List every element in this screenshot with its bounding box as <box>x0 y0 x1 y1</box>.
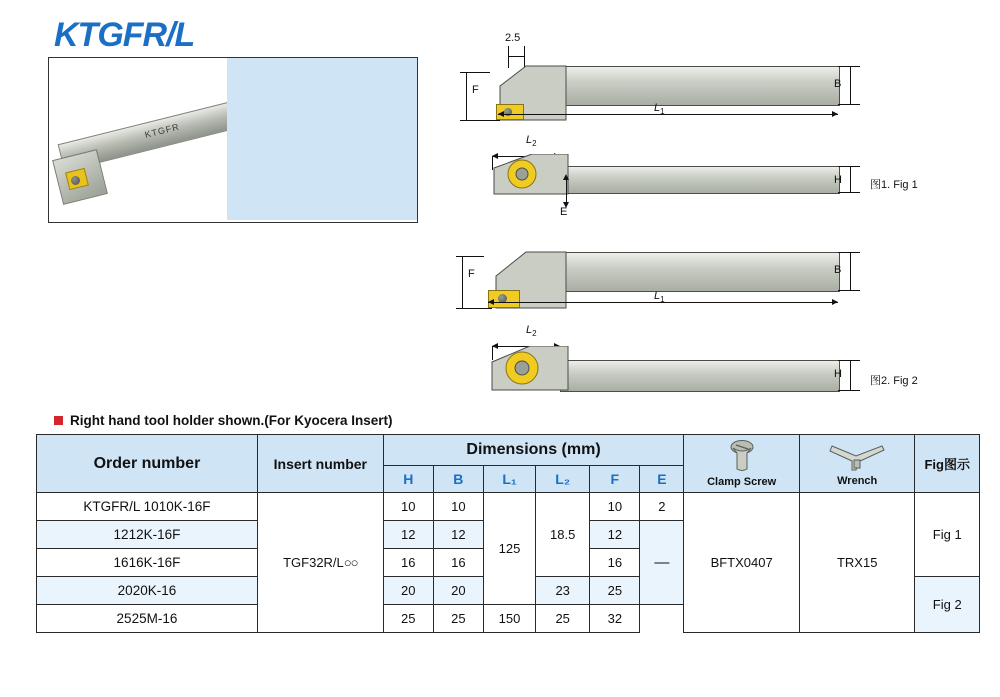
technical-drawings <box>430 16 990 420</box>
cell-fig-1: Fig 1 <box>915 493 980 577</box>
dim-line <box>460 120 500 121</box>
dim-line <box>838 390 860 391</box>
cell-order-number: 2020K-16 <box>37 577 258 605</box>
header-dim-L1: L₁ <box>483 466 535 493</box>
table-row <box>37 493 980 521</box>
cell-E: 2 <box>640 493 684 521</box>
cell-E: — <box>640 521 684 605</box>
insert-number-value: TGF32R/L <box>283 555 344 570</box>
dim-arrow <box>832 299 838 305</box>
photo-application-diagram <box>227 58 417 220</box>
dim-line <box>850 66 851 104</box>
cell-B: 12 <box>433 521 483 549</box>
header-dim-H: H <box>383 466 433 493</box>
dim-B-label-1: B <box>834 78 842 90</box>
cell-fig-2: Fig 2 <box>915 577 980 633</box>
dim-arrow <box>498 111 504 117</box>
tool-marking-label: KTGFR <box>143 121 181 140</box>
cell-F: 10 <box>590 493 640 521</box>
dim-line <box>838 166 860 167</box>
wrench-icon <box>826 440 888 472</box>
cell-order-number: 1616K-16F <box>37 549 258 577</box>
cell-F: 25 <box>590 577 640 605</box>
dim-line <box>460 72 490 73</box>
cell-H: 16 <box>383 549 433 577</box>
header-dim-F: F <box>590 466 640 493</box>
dim-L2-label-2: $L_2$ <box>526 324 537 339</box>
note-right-hand-tool <box>54 413 393 428</box>
header-wrench <box>799 435 915 493</box>
dim-L1-label-2: $L_1$ <box>654 290 665 305</box>
dim-line <box>838 104 860 105</box>
cell-F: 32 <box>590 605 640 633</box>
header-wrench-label: Wrench <box>837 475 878 487</box>
tool-clamp-screw-illustration <box>71 176 80 185</box>
cell-insert-number <box>257 493 383 633</box>
dim-arrow <box>563 174 569 180</box>
header-clamp-screw-label: Clamp Screw <box>707 476 777 488</box>
fig2-caption: 图2. Fig 2 <box>870 375 918 387</box>
dim-L1-label-1: $L_1$ <box>654 102 665 117</box>
dim-line <box>456 256 484 257</box>
dim-line <box>456 308 492 309</box>
fig1-caption: 图1. Fig 1 <box>870 179 918 191</box>
header-dimensions: Dimensions (mm) <box>383 435 684 466</box>
drawing3-shank <box>560 252 840 292</box>
cell-wrench: TRX15 <box>799 493 915 633</box>
note-bullet-icon <box>54 416 63 425</box>
page-title: KTGFR/L <box>54 16 195 54</box>
dim-line <box>838 252 860 253</box>
drawing2-shank <box>560 166 840 194</box>
header-fig: Fig图示 <box>915 435 980 493</box>
cell-B: 10 <box>433 493 483 521</box>
cell-H: 25 <box>383 605 433 633</box>
header-insert-number: Insert number <box>257 435 383 493</box>
drawing1-shank <box>560 66 840 106</box>
drawing4-shank <box>560 360 840 392</box>
cell-F: 12 <box>590 521 640 549</box>
dim-line <box>462 256 463 308</box>
cell-H: 20 <box>383 577 433 605</box>
dim-line <box>850 252 851 290</box>
drawing2-head <box>486 154 570 204</box>
screw-icon <box>720 439 764 473</box>
dim-line <box>466 72 467 120</box>
insert-number-suffix: ○○ <box>343 555 358 570</box>
cell-B: 25 <box>433 605 483 633</box>
specification-table <box>36 434 980 633</box>
dim-line-L1-1 <box>498 114 838 115</box>
dim-line <box>838 192 860 193</box>
header-dim-E: E <box>640 466 684 493</box>
dim-line <box>850 166 851 192</box>
header-order-number: Order number <box>37 435 258 493</box>
cell-L2: 18.5 <box>536 493 590 577</box>
photo-tool-holder <box>49 58 227 220</box>
dim-arrow <box>832 111 838 117</box>
dim-line <box>838 66 860 67</box>
cell-L2: 25 <box>536 605 590 633</box>
dim-line <box>850 360 851 390</box>
dim-line <box>838 360 860 361</box>
cell-F: 16 <box>590 549 640 577</box>
dim-L2-label-1: $L_2$ <box>526 134 537 149</box>
dim-H-label-2: H <box>834 368 842 380</box>
cell-B: 20 <box>433 577 483 605</box>
cell-B: 16 <box>433 549 483 577</box>
header-dim-L2: L₂ <box>536 466 590 493</box>
header-dim-B: B <box>433 466 483 493</box>
dim-chamfer-label: 2.5 <box>505 32 521 44</box>
cell-clamp-screw: BFTX0407 <box>684 493 800 633</box>
dim-line <box>508 56 525 57</box>
dim-E-label-1: E <box>560 206 568 218</box>
header-clamp-screw <box>684 435 800 493</box>
dim-line <box>838 290 860 291</box>
cell-order-number: 2525M-16 <box>37 605 258 633</box>
dim-B-label-2: B <box>834 264 842 276</box>
dim-F-label-2: F <box>468 268 475 280</box>
dim-arrow <box>488 299 494 305</box>
drawing4-head <box>484 346 570 400</box>
product-photo-panel <box>48 57 418 223</box>
dim-H-label-1: H <box>834 174 842 186</box>
cell-order-number: 1212K-16F <box>37 521 258 549</box>
dim-F-label-1: F <box>472 84 479 96</box>
cell-L1: 150 <box>483 605 535 633</box>
cell-H: 10 <box>383 493 433 521</box>
cell-H: 12 <box>383 521 433 549</box>
cell-L2: 23 <box>536 577 590 605</box>
cell-order-number: KTGFR/L 1010K-16F <box>37 493 258 521</box>
note-text: Right hand tool holder shown.(For Kyocera Insert) <box>70 413 393 428</box>
cell-L1: 125 <box>483 493 535 605</box>
